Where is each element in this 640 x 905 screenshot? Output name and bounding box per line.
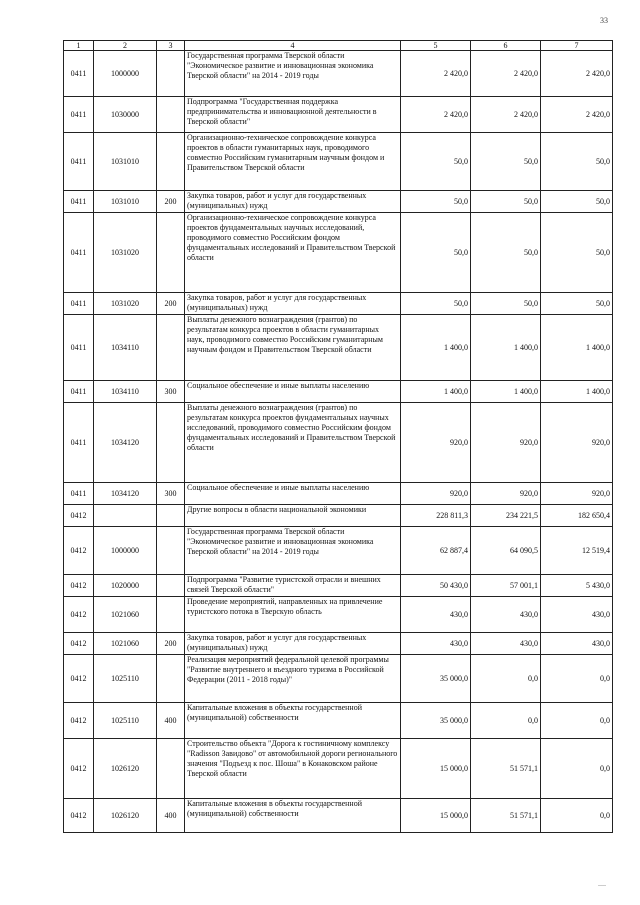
section-code-cell: 0412: [64, 597, 94, 633]
amount-2015-cell: 35 000,0: [401, 703, 471, 739]
description-cell: Закупка товаров, работ и услуг для государственных (муниципальных) нужд: [185, 633, 401, 655]
page-number: 33: [600, 16, 608, 25]
target-article-cell: 1031020: [94, 213, 157, 293]
amount-2016-cell: 920,0: [471, 403, 541, 483]
table-body: [64, 51, 613, 833]
amount-2015-cell: 50,0: [401, 293, 471, 315]
expense-type-cell: 400: [157, 799, 185, 833]
amount-2016-cell: 1 400,0: [471, 315, 541, 381]
description-cell: Реализация мероприятий федеральной целевой программы "Развитие внутреннего и въездного туризма в Российской Федерации (2011 - 2018 годы)": [185, 655, 401, 703]
amount-2015-cell: 50,0: [401, 191, 471, 213]
section-code-cell: 0412: [64, 575, 94, 597]
column-header: 5: [401, 41, 471, 51]
column-header: 1: [64, 41, 94, 51]
section-code-cell: 0411: [64, 191, 94, 213]
table-row: [64, 315, 613, 381]
target-article-cell: 1034120: [94, 403, 157, 483]
table-row: [64, 403, 613, 483]
table-row: [64, 381, 613, 403]
amount-2016-cell: 50,0: [471, 133, 541, 191]
description-cell: Капитальные вложения в объекты государственной (муниципальной) собственности: [185, 703, 401, 739]
table-row: [64, 505, 613, 527]
amount-2016-cell: 0,0: [471, 703, 541, 739]
amount-2017-cell: 50,0: [541, 213, 613, 293]
amount-2015-cell: 920,0: [401, 483, 471, 505]
table-row: [64, 655, 613, 703]
table-row: [64, 97, 613, 133]
amount-2016-cell: 64 090,5: [471, 527, 541, 575]
amount-2017-cell: 50,0: [541, 191, 613, 213]
amount-2016-cell: 50,0: [471, 191, 541, 213]
table-row: [64, 703, 613, 739]
table-row: [64, 191, 613, 213]
section-code-cell: 0411: [64, 403, 94, 483]
table-row: [64, 51, 613, 97]
amount-2016-cell: 50,0: [471, 213, 541, 293]
section-code-cell: 0411: [64, 97, 94, 133]
amount-2017-cell: 0,0: [541, 703, 613, 739]
amount-2017-cell: 0,0: [541, 799, 613, 833]
amount-2017-cell: 50,0: [541, 293, 613, 315]
amount-2017-cell: 5 430,0: [541, 575, 613, 597]
section-code-cell: 0412: [64, 799, 94, 833]
expense-type-cell: [157, 527, 185, 575]
amount-2017-cell: 1 400,0: [541, 381, 613, 403]
amount-2016-cell: 2 420,0: [471, 51, 541, 97]
expense-type-cell: [157, 315, 185, 381]
expense-type-cell: 200: [157, 191, 185, 213]
target-article-cell: 1034110: [94, 315, 157, 381]
description-cell: Закупка товаров, работ и услуг для государственных (муниципальных) нужд: [185, 293, 401, 315]
amount-2016-cell: 1 400,0: [471, 381, 541, 403]
description-cell: Социальное обеспечение и иные выплаты населению: [185, 381, 401, 403]
amount-2015-cell: 920,0: [401, 403, 471, 483]
footer-mark: ----: [598, 883, 606, 889]
amount-2016-cell: 57 001,1: [471, 575, 541, 597]
target-article-cell: 1020000: [94, 575, 157, 597]
column-header: 4: [185, 41, 401, 51]
amount-2016-cell: 430,0: [471, 633, 541, 655]
column-header: 7: [541, 41, 613, 51]
amount-2015-cell: 1 400,0: [401, 381, 471, 403]
header-row: [64, 41, 613, 51]
column-header: 2: [94, 41, 157, 51]
description-cell: Проведение мероприятий, направленных на привлечение туристского потока в Тверскую область: [185, 597, 401, 633]
target-article-cell: 1034120: [94, 483, 157, 505]
description-cell: Организационно-техническое сопровождение конкурса проектов в области гуманитарных наук, проводимого совместно Российским гуманитарным научным фондом и Правительством Тверской области: [185, 133, 401, 191]
amount-2015-cell: 2 420,0: [401, 51, 471, 97]
table-row: [64, 133, 613, 191]
amount-2015-cell: 50 430,0: [401, 575, 471, 597]
description-cell: Организационно-техническое сопровождение конкурса проектов фундаментальных научных исследований, проводимого совместно Российским фондом фундаментальных исследований и Правительством Тверской области: [185, 213, 401, 293]
amount-2017-cell: 920,0: [541, 483, 613, 505]
amount-2017-cell: 50,0: [541, 133, 613, 191]
amount-2015-cell: 50,0: [401, 213, 471, 293]
target-article-cell: 1026120: [94, 799, 157, 833]
target-article-cell: 1026120: [94, 739, 157, 799]
expense-type-cell: [157, 655, 185, 703]
description-cell: Капитальные вложения в объекты государственной (муниципальной) собственности: [185, 799, 401, 833]
section-code-cell: 0412: [64, 703, 94, 739]
description-cell: Государственная программа Тверской области "Экономическое развитие и инновационная экономика Тверской области" на 2014 - 2019 годы: [185, 527, 401, 575]
section-code-cell: 0412: [64, 633, 94, 655]
amount-2015-cell: 50,0: [401, 133, 471, 191]
section-code-cell: 0411: [64, 293, 94, 315]
section-code-cell: 0412: [64, 655, 94, 703]
amount-2017-cell: 430,0: [541, 633, 613, 655]
expense-type-cell: [157, 739, 185, 799]
amount-2015-cell: 228 811,3: [401, 505, 471, 527]
target-article-cell: 1021060: [94, 633, 157, 655]
amount-2015-cell: 2 420,0: [401, 97, 471, 133]
amount-2017-cell: 2 420,0: [541, 97, 613, 133]
expense-type-cell: [157, 213, 185, 293]
section-code-cell: 0412: [64, 527, 94, 575]
expense-type-cell: [157, 597, 185, 633]
amount-2017-cell: 1 400,0: [541, 315, 613, 381]
description-cell: Выплаты денежного вознаграждения (грантов) по результатам конкурса проектов в области гуманитарных наук, проводимого совместно Российским гуманитарным научным фондом и Правительством Тверской области: [185, 315, 401, 381]
amount-2017-cell: 2 420,0: [541, 51, 613, 97]
amount-2016-cell: 2 420,0: [471, 97, 541, 133]
target-article-cell: 1031010: [94, 191, 157, 213]
description-cell: Подпрограмма "Развитие туристской отрасли и внешних связей Тверской области": [185, 575, 401, 597]
description-cell: Строительство объекта "Дорога к гостиничному комплексу "Radisson Завидово" от автомобильной дороги регионального значения "Подъезд к пос. Шоша" в Конаковском районе Тверской области: [185, 739, 401, 799]
expense-type-cell: [157, 403, 185, 483]
section-code-cell: 0412: [64, 505, 94, 527]
expense-type-cell: [157, 51, 185, 97]
target-article-cell: 1030000: [94, 97, 157, 133]
amount-2016-cell: 234 221,5: [471, 505, 541, 527]
expense-type-cell: [157, 97, 185, 133]
amount-2016-cell: 0,0: [471, 655, 541, 703]
description-cell: Другие вопросы в области национальной экономики: [185, 505, 401, 527]
table-row: [64, 483, 613, 505]
description-cell: Выплаты денежного вознаграждения (грантов) по результатам конкурса проектов фундаментальных научных исследований, проводимого совместно Российским фондом фундаментальных исследований и Правительством Тверской области: [185, 403, 401, 483]
amount-2015-cell: 15 000,0: [401, 739, 471, 799]
amount-2015-cell: 1 400,0: [401, 315, 471, 381]
target-article-cell: 1000000: [94, 527, 157, 575]
target-article-cell: 1031010: [94, 133, 157, 191]
expense-type-cell: [157, 505, 185, 527]
amount-2017-cell: 0,0: [541, 655, 613, 703]
amount-2016-cell: 920,0: [471, 483, 541, 505]
target-article-cell: 1000000: [94, 51, 157, 97]
expense-type-cell: 200: [157, 293, 185, 315]
table-row: [64, 633, 613, 655]
target-article-cell: 1025110: [94, 655, 157, 703]
table-row: [64, 597, 613, 633]
column-header: 3: [157, 41, 185, 51]
section-code-cell: 0412: [64, 739, 94, 799]
section-code-cell: 0411: [64, 213, 94, 293]
expense-type-cell: 300: [157, 483, 185, 505]
amount-2017-cell: 182 650,4: [541, 505, 613, 527]
expense-type-cell: 300: [157, 381, 185, 403]
section-code-cell: 0411: [64, 483, 94, 505]
description-cell: Подпрограмма "Государственная поддержка предпринимательства и инновационной деятельности в Тверской области": [185, 97, 401, 133]
target-article-cell: 1021060: [94, 597, 157, 633]
amount-2016-cell: 430,0: [471, 597, 541, 633]
expense-type-cell: [157, 133, 185, 191]
target-article-cell: 1034110: [94, 381, 157, 403]
amount-2016-cell: 51 571,1: [471, 799, 541, 833]
section-code-cell: 0411: [64, 315, 94, 381]
expense-type-cell: 400: [157, 703, 185, 739]
target-article-cell: 1025110: [94, 703, 157, 739]
amount-2015-cell: 62 887,4: [401, 527, 471, 575]
amount-2017-cell: 12 519,4: [541, 527, 613, 575]
amount-2015-cell: 430,0: [401, 597, 471, 633]
table-row: [64, 293, 613, 315]
description-cell: Государственная программа Тверской области "Экономическое развитие и инновационная экономика Тверской области" на 2014 - 2019 годы: [185, 51, 401, 97]
amount-2015-cell: 430,0: [401, 633, 471, 655]
amount-2016-cell: 50,0: [471, 293, 541, 315]
column-header: 6: [471, 41, 541, 51]
amount-2015-cell: 35 000,0: [401, 655, 471, 703]
description-cell: Закупка товаров, работ и услуг для государственных (муниципальных) нужд: [185, 191, 401, 213]
amount-2015-cell: 15 000,0: [401, 799, 471, 833]
amount-2017-cell: 430,0: [541, 597, 613, 633]
expense-type-cell: 200: [157, 633, 185, 655]
amount-2017-cell: 920,0: [541, 403, 613, 483]
section-code-cell: 0411: [64, 51, 94, 97]
table-row: [64, 527, 613, 575]
target-article-cell: 1031020: [94, 293, 157, 315]
table-row: [64, 213, 613, 293]
description-cell: Социальное обеспечение и иные выплаты населению: [185, 483, 401, 505]
section-code-cell: 0411: [64, 133, 94, 191]
target-article-cell: [94, 505, 157, 527]
table-row: [64, 575, 613, 597]
expense-type-cell: [157, 575, 185, 597]
section-code-cell: 0411: [64, 381, 94, 403]
amount-2016-cell: 51 571,1: [471, 739, 541, 799]
table-row: [64, 739, 613, 799]
table-row: [64, 799, 613, 833]
budget-table: [63, 40, 613, 833]
amount-2017-cell: 0,0: [541, 739, 613, 799]
